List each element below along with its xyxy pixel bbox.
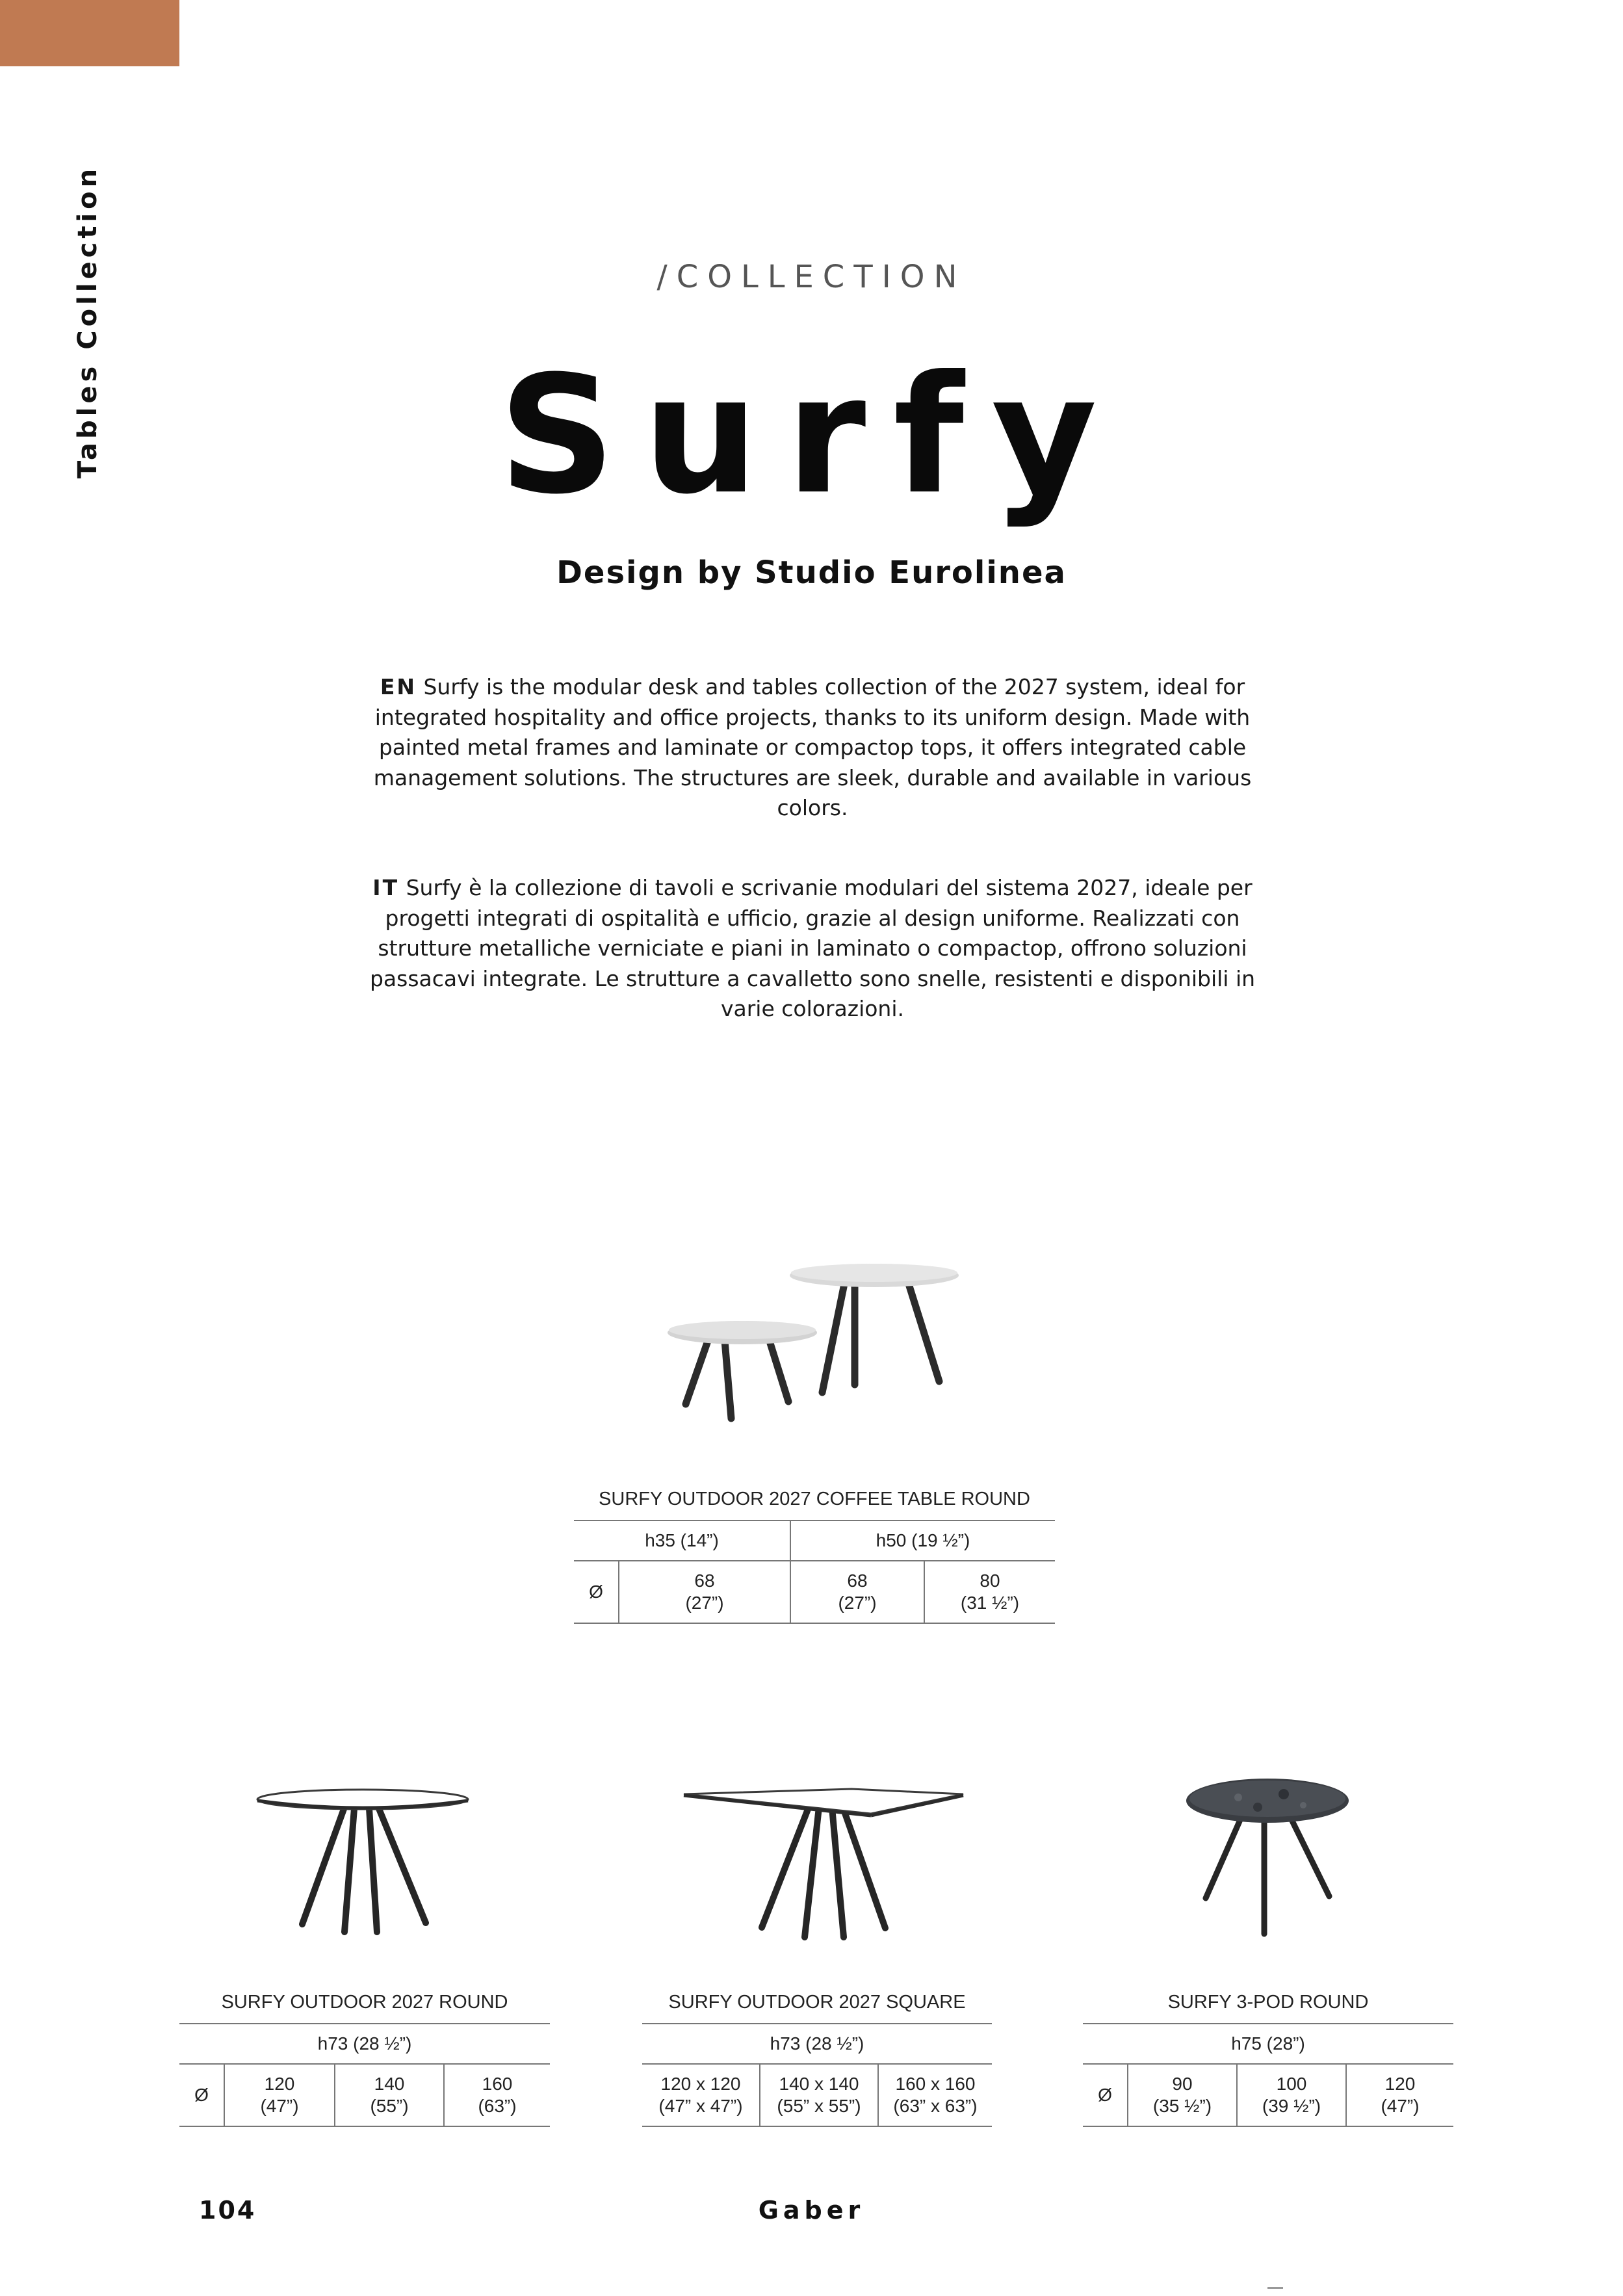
- size-cell: 90 (35 ½”): [1128, 2064, 1237, 2126]
- tripod-table-image: [1180, 1771, 1355, 1940]
- page-title: Surfy: [498, 341, 1125, 530]
- height-cell: h75 (28”): [1083, 2024, 1453, 2064]
- size-cell: 80 (31 ½”): [924, 1561, 1055, 1623]
- size-cell: 68 (27”): [790, 1561, 924, 1623]
- spec-caption: SURFY OUTDOOR 2027 ROUND: [179, 1984, 550, 2024]
- spec-caption: SURFY OUTDOOR 2027 SQUARE: [642, 1984, 992, 2024]
- diameter-symbol: Ø: [574, 1561, 619, 1623]
- spec-square-table: [642, 1984, 992, 2127]
- collection-kicker: /COLLECTION: [656, 259, 967, 295]
- round-table-image: [253, 1781, 474, 1937]
- designer-subtitle: Design by Studio Eurolinea: [556, 554, 1067, 591]
- small-coffee-table: [668, 1321, 817, 1418]
- height-cell: h73 (28 ½”): [642, 2024, 992, 2064]
- spec-table: [1083, 2024, 1453, 2127]
- size-cell: 68 (27”): [619, 1561, 790, 1623]
- description-it-text: Surfy è la collezione di tavoli e scrivanie modulari del sistema 2027, ideale per progetti integrati di ospitalità e ufficio, grazie al design uniforme. Realizzati con strutture metalliche verniciate e piani in laminato o compactop, offrono soluzioni passacavi integrate. Le strutture a cavalletto sono snelle, resistenti e disponibili in varie colorazioni.: [369, 875, 1256, 1021]
- size-cell: 120 (47”): [224, 2064, 335, 2126]
- size-cell: 140 x 140 (55” x 55”): [760, 2064, 878, 2126]
- spec-round-table: [179, 1984, 550, 2127]
- description-en: [351, 672, 1274, 824]
- size-cell: 140 (55”): [335, 2064, 444, 2126]
- spec-table: [642, 2024, 992, 2127]
- height-cell: h35 (14”): [574, 1521, 790, 1561]
- language-tag-it: IT: [372, 875, 400, 900]
- diameter-symbol: Ø: [1083, 2064, 1128, 2126]
- square-table-image: [676, 1781, 968, 1944]
- height-cell: h50 (19 ½”): [790, 1521, 1055, 1561]
- spec-table: [179, 2024, 550, 2127]
- height-cell: h73 (28 ½”): [179, 2024, 550, 2064]
- size-cell: 100 (39 ½”): [1237, 2064, 1346, 2126]
- coffee-tables-image: [660, 1248, 972, 1437]
- footer-dash: [1267, 2287, 1283, 2289]
- description-it: [351, 873, 1274, 1024]
- size-cell: 120 (47”): [1346, 2064, 1453, 2126]
- size-cell: 160 (63”): [444, 2064, 550, 2126]
- large-coffee-table: [790, 1264, 959, 1392]
- spec-caption: SURFY 3-POD ROUND: [1083, 1984, 1453, 2024]
- size-cell: 120 x 120 (47” x 47”): [642, 2064, 760, 2126]
- size-cell: 160 x 160 (63” x 63”): [878, 2064, 992, 2126]
- language-tag-en: EN: [380, 674, 417, 699]
- page-number: 104: [199, 2196, 257, 2224]
- spec-caption: SURFY OUTDOOR 2027 COFFEE TABLE ROUND: [574, 1481, 1055, 1521]
- brand-name: Gaber: [758, 2196, 865, 2224]
- spec-table: [574, 1521, 1055, 1624]
- spec-tripod-table: [1083, 1984, 1453, 2127]
- accent-tab: [0, 0, 179, 66]
- spec-coffee-table: [574, 1481, 1055, 1624]
- side-section-label: Tables Collection: [73, 164, 103, 479]
- description-en-text: Surfy is the modular desk and tables collection of the 2027 system, ideal for integrated hospitality and office projects, thanks to its uniform design. Made with painted metal frames and laminate or compactop tops, it offers integrated cable management solutions. The structures are sleek, durable and available in various colors.: [373, 674, 1252, 820]
- diameter-symbol: Ø: [179, 2064, 224, 2126]
